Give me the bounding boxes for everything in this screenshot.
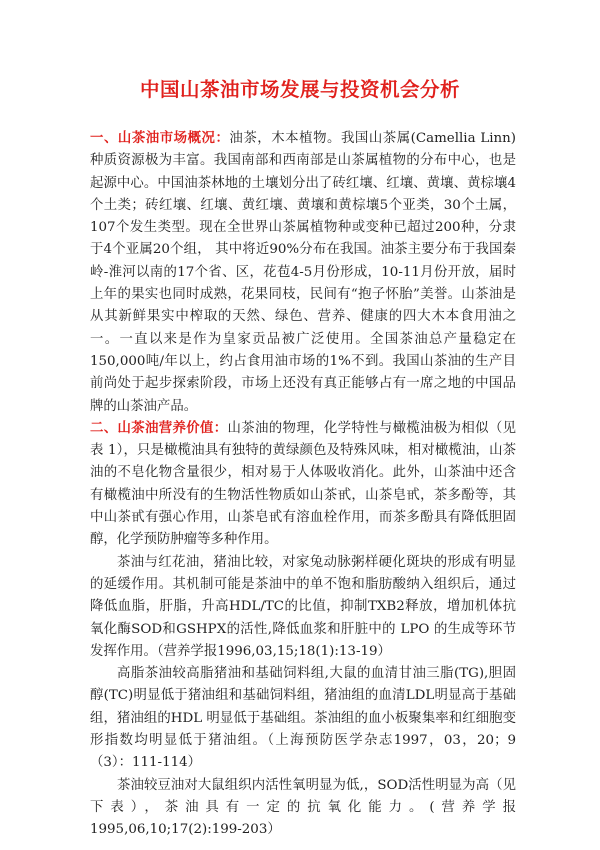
paragraph: 茶油较豆油对大鼠组织内活性氧明显为低,，SOD活性明显为高（见下表），茶油具有一定的抗氧化能力。(营养学报1995,06,10;17(2):199-203） xyxy=(90,777,516,838)
section-heading: 一、山茶油市场概况： xyxy=(90,131,230,146)
section-heading: 二、山茶油营养价值： xyxy=(90,420,228,436)
paragraph: 高脂茶油较高脂猪油和基础饲料组,大鼠的血清甘油三脂(TG),胆固醇(TC)明显低于猪油组和基础饲料组，猪油组的血清LDL明显高于基础组，猪油组的HDL 明显低于基础组。茶油组的血小板聚集率和红细胞变形指数均明显低于猪油组。（上海预防医学杂志1997，03，20；9（3）：111-114） xyxy=(90,666,516,771)
document-title: 中国山茶油市场发展与投资机会分析 xyxy=(139,78,460,101)
section-text: 山茶油的物理，化学特性与橄榄油极为相似（见表 1），只是橄榄油具有独特的黄绿颜色及特殊风味，相对橄榄油，山茶油的不皂化物含量很少，相对易于人体吸收消化。此外，山茶油中还含有橄榄油中所没有的生物活性物质如山茶甙，山茶皂甙，茶多酚等，其中山茶甙有强心作用，山茶皂甙有溶血栓作用，而茶多酚具有降低胆固醇，化学预防肿瘤等多种作用。 xyxy=(90,420,517,548)
section-nutrition-value xyxy=(90,418,516,552)
section-text: 油茶，木本植物。我国山茶属(Camellia Linn)种质资源极为丰富。我国南部和西南部是山茶属植物的分布中心，也是起源中心。中国油茶林地的土壤划分出了砖红壤、红壤、黄壤、黄棕壤4个土类；砖红壤、红壤、黄红壤、黄壤和黄棕壤5个亚类，30个土属，107个发生类型。现在全世界山茶属植物种或变种已超过200种，分隶于4个亚属20个组， 其中将近90%分布在我国。油茶主要分布于我国秦岭-淮河以南的17个省、区，花苞4-5月份形成，10-11月份开放，届时上年的果实也同时成熟，花果同枝，民间有“抱子怀胎”美誉。山茶油是从其新鲜果实中榨取的天然、绿色、营养、健康的四大木本食用油之一。一直以来是作为皇家贡品被广泛使用。全国茶油总产量稳定在150,000吨/年以上，约占食用油市场的1%不到。我国山茶油的生产目前尚处于起步探索阶段，市场上还没有真正能够占有一席之地的中国品牌的山茶油产品。 xyxy=(90,131,517,414)
document-body xyxy=(90,128,516,842)
section-market-overview xyxy=(90,128,516,418)
paragraph: 茶油与红花油，猪油比较，对家兔动脉粥样硬化斑块的形成有明显的延缓作用。其机制可能是茶油中的单不饱和脂肪酸纳入组织后，通过降低血脂，肝脂，升高HDL/TC的比值，抑制TXB2释放，增加机体抗氧化酶SOD和GSHPX的活性,降低血浆和肝脏中的 LPO 的生成等环节发挥作用。（营养学报1996,03,15;18(1):13-19） xyxy=(90,554,516,659)
